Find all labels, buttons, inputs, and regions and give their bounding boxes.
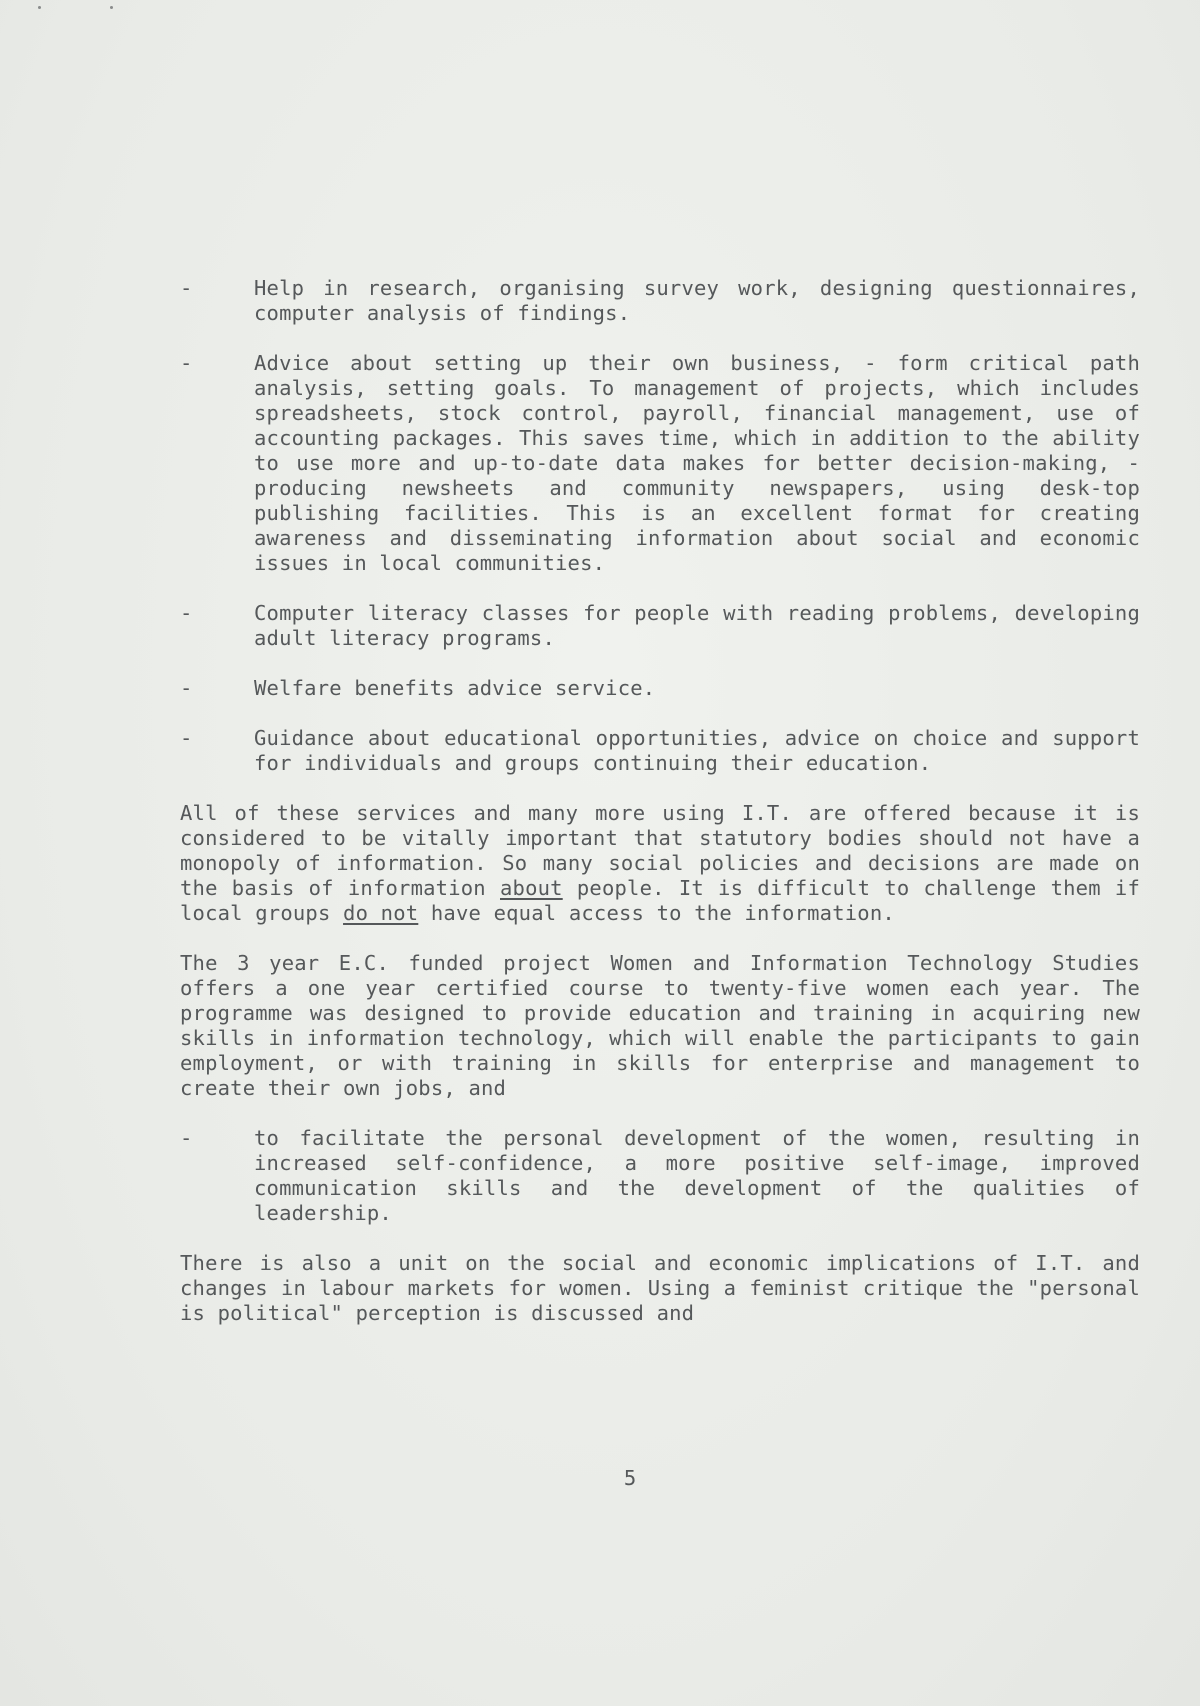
bullet-item — [180, 276, 1140, 326]
paragraph-social-implications: There is also a unit on the social and economic implications of I.T. and changes in labour markets for women. Using a feminist critique the "personal is political" perception is discussed and — [180, 1251, 1140, 1325]
bullet-item — [180, 351, 1140, 576]
bullet-text: Help in research, organising survey work, designing questionnaires, computer analysis of findings. — [254, 276, 1140, 325]
paragraph-text: people. It is difficult to challenge them if local groups — [180, 876, 1140, 925]
dash-marker: - — [180, 726, 193, 750]
bullet-text: Welfare benefits advice service. — [254, 676, 656, 700]
dash-marker: - — [180, 676, 193, 700]
bullet-item — [180, 601, 1140, 651]
dash-marker: - — [180, 601, 193, 625]
dash-marker: - — [180, 276, 193, 300]
bullet-text: Guidance about educational opportunities, advice on choice and support for individuals and groups continuing their education. — [254, 726, 1140, 775]
paragraph-text: All of these services and many more using I.T. are offered because it is considered to be vitally important that statutory bodies should not have a monopoly of information. So many social policies and decisions are made on the basis of information — [180, 801, 1140, 900]
body-text — [180, 276, 1140, 1351]
underlined-text: about — [500, 876, 563, 900]
underlined-text: do not — [343, 901, 419, 925]
dash-marker: - — [180, 1126, 193, 1150]
paragraph-information-access — [180, 801, 1140, 926]
page-number: 5 — [623, 1466, 637, 1490]
paragraph-text: have equal access to the information. — [418, 901, 895, 925]
bullet-item — [180, 676, 1140, 701]
paragraph-project-description: The 3 year E.C. funded project Women and Information Technology Studies offers a one year certified course to twenty-five women each year. The programme was designed to provide education and training in acquiring new skills in information technology, which will enable the participants to gain employment, or with training in skills for enterprise and management to create their own jobs, and — [180, 951, 1140, 1100]
dash-marker: - — [180, 351, 193, 375]
bullet-text: Computer literacy classes for people with reading problems, developing adult literacy programs. — [254, 601, 1140, 650]
bullet-item — [180, 726, 1140, 776]
scan-speck — [110, 6, 113, 9]
bullet-text: Advice about setting up their own business, - form critical path analysis, setting goals. To management of projects, which includes spreadsheets, stock control, payroll, financial management, use of accounting packages. This saves time, which in addition to the ability to use more and up-to-date data makes for better decision-making, - producing newsheets and community newspapers, using desk-top publishing facilities. This is an excellent format for creating awareness and disseminating information about social and economic issues in local communities. — [254, 351, 1140, 575]
bullet-item — [180, 1126, 1140, 1226]
bullet-text: to facilitate the personal development of the women, resulting in increased self-confidence, a more positive self-image, improved communication skills and the development of the qualities of leadership. — [254, 1126, 1140, 1225]
scan-speck — [38, 6, 41, 9]
